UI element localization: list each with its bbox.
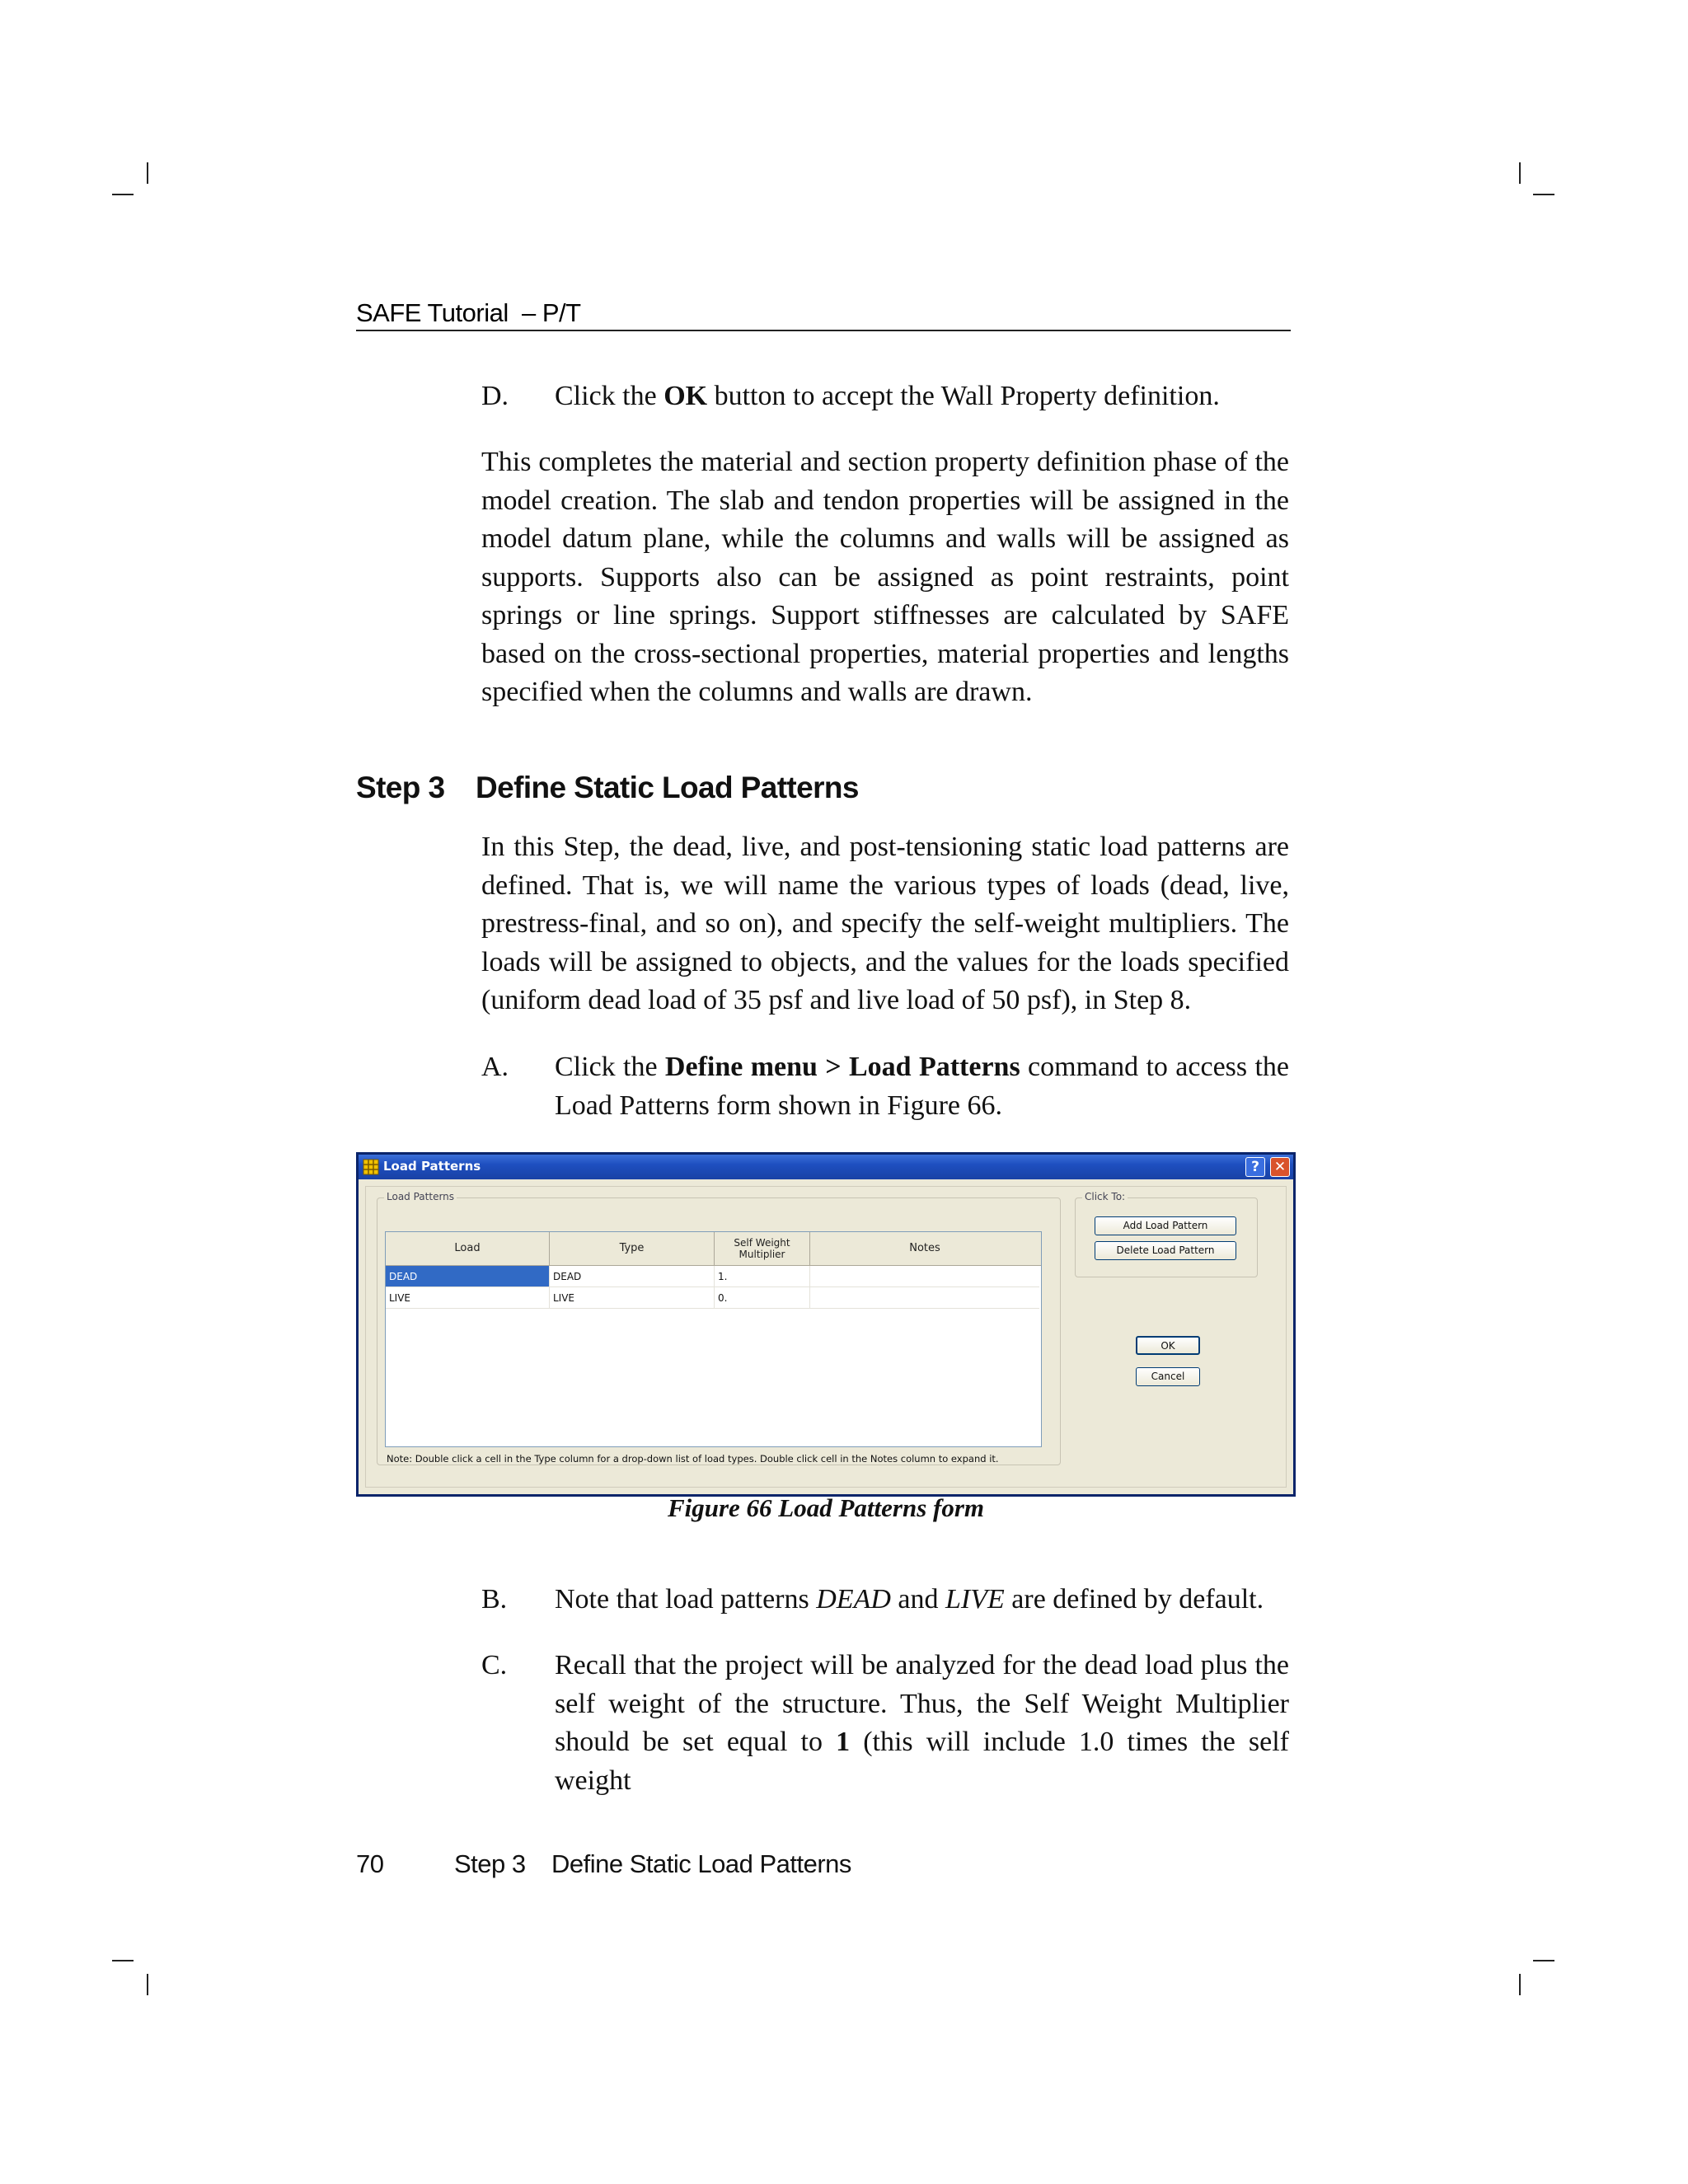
ok-button[interactable]: OK xyxy=(1136,1336,1200,1355)
running-header xyxy=(356,297,1291,331)
crop-mark xyxy=(1519,1974,1521,1995)
close-icon[interactable]: ✕ xyxy=(1270,1157,1290,1177)
crop-mark xyxy=(147,162,148,184)
load-patterns-grid[interactable] xyxy=(385,1231,1042,1447)
footer-title: Define Static Load Patterns xyxy=(551,1849,851,1878)
figure-caption: Figure 66 Load Patterns form xyxy=(667,1493,985,1522)
step-letter: A. xyxy=(481,1052,509,1082)
text-run: Click the xyxy=(555,1052,665,1082)
grid-header xyxy=(386,1232,1041,1266)
column-header-type[interactable]: Type xyxy=(550,1232,715,1265)
step-letter: D. xyxy=(481,381,509,411)
cell-multiplier[interactable]: 0. xyxy=(715,1287,810,1309)
crop-mark xyxy=(112,1960,134,1961)
step-letter: C. xyxy=(481,1650,508,1680)
bold-run: Define menu > Load Patterns xyxy=(664,1052,1020,1082)
italic-run: LIVE xyxy=(945,1584,1005,1615)
dialog-titlebar[interactable] xyxy=(359,1155,1293,1179)
crop-mark xyxy=(1533,1960,1554,1961)
dialog-title: Load Patterns xyxy=(383,1159,481,1174)
step-letter: B. xyxy=(481,1584,508,1615)
column-header-notes[interactable]: Notes xyxy=(909,1242,940,1254)
text-run: Click the xyxy=(555,381,664,411)
text-run: command to access the Load Patterns form shown in Figure 66. xyxy=(555,1052,1296,1121)
dialog-note: Note: Double click a cell in the Type column for a drop-down list of load types. Double click cell in the Notes column to expand it. xyxy=(387,1453,999,1465)
text-run: and xyxy=(890,1584,945,1615)
cell-type[interactable]: DEAD xyxy=(550,1266,715,1287)
bold-run: 1 xyxy=(836,1727,851,1757)
step-text xyxy=(555,1647,1296,1800)
dialog-body xyxy=(365,1186,1287,1488)
header-title: SAFE Tutorial – P/T xyxy=(356,298,581,327)
delete-load-pattern-button[interactable]: Delete Load Pattern xyxy=(1095,1241,1236,1260)
crop-mark xyxy=(112,194,134,195)
footer-step: Step 3 xyxy=(454,1849,526,1878)
click-to-group xyxy=(1075,1191,1258,1277)
cell-multiplier[interactable]: 1. xyxy=(715,1266,810,1287)
text-run: Recall that the project will be analyzed for the dead load plus the self weight of the structure. Thus, the Self Weight Multiplier should be set equal to xyxy=(555,1650,1289,1757)
text-run: (this will include 1.0 times the self weight xyxy=(555,1727,1296,1796)
page-number: 70 xyxy=(356,1849,384,1878)
load-patterns-dialog xyxy=(356,1152,1296,1497)
column-header-load[interactable]: Load xyxy=(386,1232,550,1265)
step-text xyxy=(555,1581,1289,1619)
italic-run: DEAD xyxy=(816,1584,891,1615)
group-label: Load Patterns xyxy=(384,1191,457,1202)
section-heading xyxy=(356,771,859,805)
app-grid-icon xyxy=(363,1159,379,1175)
table-row[interactable] xyxy=(386,1287,1041,1309)
paragraph-step3: In this Step, the dead, live, and post-tensioning static load patterns are defined. That is, we will name the various types of loads (dead, live, prestress-final, and so on), and specify the self-weight multipliers. The loads will be assigned to objects, and the values for the loads specified (uniform dead load of 35 psf and live load of 50 psf), in Step 8. xyxy=(481,832,1289,1015)
add-load-pattern-button[interactable]: Add Load Pattern xyxy=(1095,1216,1236,1235)
cell-load[interactable]: DEAD xyxy=(386,1266,550,1287)
text-run: button to accept the Wall Property definition. xyxy=(707,381,1220,411)
cell-load[interactable]: LIVE xyxy=(386,1287,550,1309)
crop-mark xyxy=(1533,194,1554,195)
help-icon[interactable]: ? xyxy=(1245,1157,1265,1177)
text-run: are defined by default. xyxy=(1004,1584,1264,1615)
group-label: Click To: xyxy=(1082,1191,1128,1202)
paragraph-intro: This completes the material and section property definition phase of the model creation. The slab and tendon properties will be assigned in the model datum plane, while the columns and walls will be assigned as supports. Supports also can be assigned as point restraints, point springs or line springs. Support stiffnesses are calculated by SAFE based on the cross-sectional properties, material properties and lengths specified when the columns and walls are drawn. xyxy=(481,447,1289,707)
crop-mark xyxy=(1519,162,1521,184)
cell-notes[interactable] xyxy=(810,1287,1039,1309)
step-text xyxy=(555,377,1289,416)
cell-notes[interactable] xyxy=(810,1266,1039,1287)
bold-run: OK xyxy=(663,381,708,411)
section-title: Define Static Load Patterns xyxy=(476,771,859,804)
cell-type[interactable]: LIVE xyxy=(550,1287,715,1309)
cancel-button[interactable]: Cancel xyxy=(1136,1367,1200,1386)
step-text xyxy=(555,1048,1296,1125)
crop-mark xyxy=(147,1974,148,1995)
text-run: Note that load patterns xyxy=(555,1584,817,1615)
table-row[interactable] xyxy=(386,1266,1041,1287)
column-header-multiplier[interactable]: Self Weight Multiplier xyxy=(715,1232,810,1265)
section-number: Step 3 xyxy=(356,771,445,804)
